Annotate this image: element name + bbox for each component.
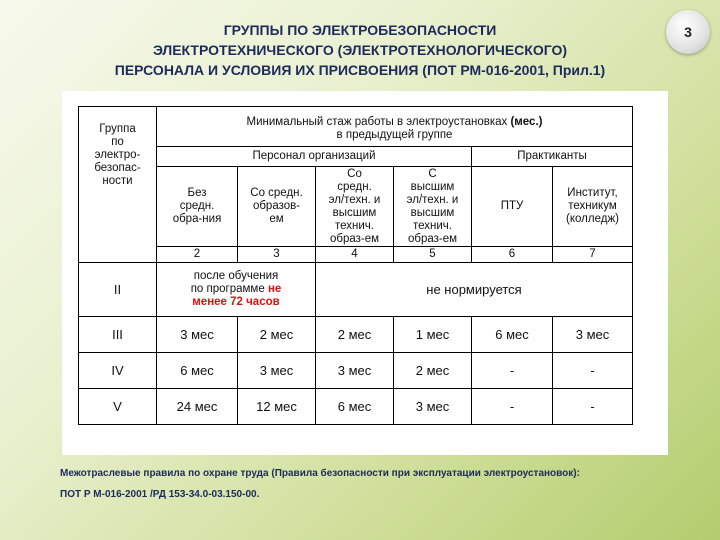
footer-line-1: Межотраслевые правила по охране труда (Правила безопасности при эксплуатации электроустановок):: [60, 468, 580, 479]
table-cell: -: [472, 389, 553, 425]
col-header-ptu: ПТУ: [472, 167, 553, 247]
page-number-badge: [666, 10, 710, 54]
title-line-1: ГРУППЫ ПО ЭЛЕКТРОБЕЗОПАСНОСТИ: [223, 22, 497, 38]
trainees-header: Практиканты: [472, 147, 633, 167]
org-staff-header: Персонал организаций: [157, 147, 472, 167]
group-v-cell: V: [79, 389, 157, 425]
table-cell: 6 мес: [157, 353, 238, 389]
table-cell: 1 мес: [394, 317, 472, 353]
col-number: 7: [553, 247, 633, 263]
main-header: Минимальный стаж работы в электроустановках: [246, 115, 508, 128]
group-ii-training-cell: после обучения по программе не менее 72 часов: [157, 263, 316, 317]
sub-header: в предыдущей группе: [336, 128, 453, 141]
table-cell: 12 мес: [238, 389, 316, 425]
table-cell: -: [553, 389, 633, 425]
footer-note: [60, 463, 700, 505]
table-cell: 3 мес: [238, 353, 316, 389]
table-cell: 6 мес: [316, 389, 394, 425]
group-iv-cell: IV: [79, 353, 157, 389]
group-ii-not-regulated: не нормируется: [316, 263, 633, 317]
col-number: 5: [394, 247, 472, 263]
main-header-cell: [157, 107, 633, 147]
table-panel: [62, 91, 668, 455]
table-cell: 2 мес: [394, 353, 472, 389]
table-cell: -: [553, 353, 633, 389]
electrosafety-table: [78, 106, 633, 425]
table-cell: -: [472, 353, 553, 389]
table-cell: 2 мес: [316, 317, 394, 353]
col-number: 4: [316, 247, 394, 263]
group-ii-cell: II: [79, 263, 157, 317]
page-number: 3: [684, 24, 692, 40]
main-header-unit: (мес.): [510, 115, 543, 128]
title-line-2: ЭЛЕКТРОТЕХНИЧЕСКОГО (ЭЛЕКТРОТЕХНОЛОГИЧЕСКОГО): [152, 42, 568, 58]
title-line-3: ПЕРСОНАЛА И УСЛОВИЯ ИХ ПРИСВОЕНИЯ (ПОТ РМ-016-2001, Прил.1): [114, 62, 606, 78]
table-cell: 24 мес: [157, 389, 238, 425]
col-header-secondary-el-tech: Со средн. эл/техн. и высшим технич. образ-ем: [316, 167, 394, 247]
col-header-institute: Институт, техникум (колледж): [553, 167, 633, 247]
footer-line-2: ПОТ Р М-016-2001 /РД 153-34.0-03.150-00.: [60, 489, 260, 500]
group-iii-cell: III: [79, 317, 157, 353]
col-header-secondary: Со средн. образов- ем: [238, 167, 316, 247]
col-header-higher-el-tech: С высшим эл/техн. и высшим технич. образ-ем: [394, 167, 472, 247]
table-cell: 3 мес: [157, 317, 238, 353]
table-cell: 3 мес: [316, 353, 394, 389]
table-cell: 2 мес: [238, 317, 316, 353]
col-header-no-secondary: Без средн. обра-ния: [157, 167, 238, 247]
table-cell: 6 мес: [472, 317, 553, 353]
col-number: 6: [472, 247, 553, 263]
col-number: 2: [157, 247, 238, 263]
table-cell: 3 мес: [553, 317, 633, 353]
group-header-cell: Группа по электро- безопас- ности: [79, 107, 157, 263]
slide-title: [60, 20, 660, 80]
table-cell: 3 мес: [394, 389, 472, 425]
col-number: 3: [238, 247, 316, 263]
